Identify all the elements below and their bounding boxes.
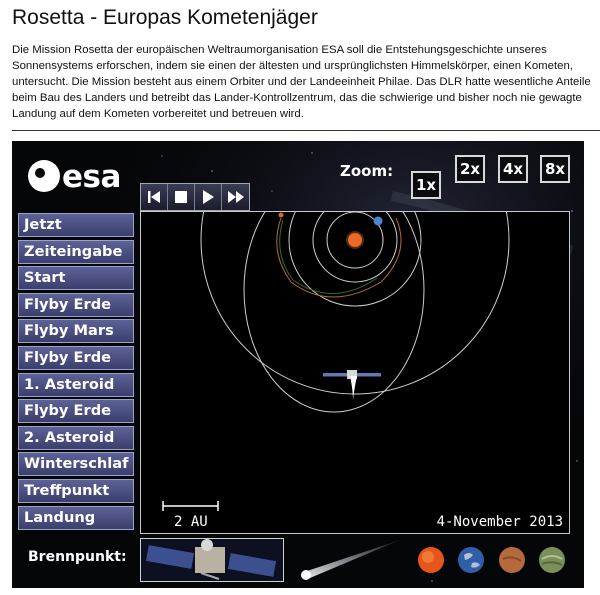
comet-icon xyxy=(296,538,406,582)
stop-button[interactable] xyxy=(168,184,195,210)
asteroid-icon xyxy=(537,545,567,575)
fast-forward-icon xyxy=(227,189,245,205)
sidebar-item-flyby-erde-1[interactable]: Flyby Erde xyxy=(18,293,134,317)
playback-controls xyxy=(140,183,250,211)
focus-comet-button[interactable] xyxy=(296,538,406,582)
fast-forward-button[interactable] xyxy=(222,184,249,210)
zoom-2x-button[interactable]: 2x xyxy=(455,155,485,183)
sidebar-item-zeiteingabe[interactable]: Zeiteingabe xyxy=(18,240,134,264)
mission-phase-menu xyxy=(18,213,134,532)
stop-icon xyxy=(173,189,189,205)
sidebar-item-asteroid-1[interactable]: 1. Asteroid xyxy=(18,373,134,397)
divider xyxy=(12,130,600,131)
orbit-viewport[interactable] xyxy=(140,211,570,534)
sidebar-item-flyby-erde-2[interactable]: Flyby Erde xyxy=(18,346,134,370)
earth-icon xyxy=(456,545,486,575)
earth-icon xyxy=(374,217,383,226)
skip-back-button[interactable] xyxy=(141,184,168,210)
focus-label: Brennpunkt: xyxy=(28,549,127,565)
focus-rosetta-button[interactable] xyxy=(140,538,284,582)
esa-logo xyxy=(26,157,136,197)
intro-paragraph: Die Mission Rosetta der europäischen Weltraumorganisation ESA soll die Entstehungsgeschichte unseres Sonnensystems erforschen, indem sie einen der ältesten und ursprünglichsten Himmelskörper, einen Kometen, untersucht. Die Mission besteht aus einem Orbiter und der Landeeinheit Philae. Das DLR hatte wesentliche Anteile beim Bau des Landers und betreibt das Lander-Kontrollzentrum, das die schwierige und bisher noch nie gewagte Landung auf dem Kometen vorbereitet und betreuen wird. xyxy=(12,44,591,120)
focus-asteroid-button[interactable] xyxy=(537,545,567,575)
play-button[interactable] xyxy=(195,184,222,210)
sidebar-item-jetzt[interactable]: Jetzt xyxy=(18,213,134,237)
sidebar-item-asteroid-2[interactable]: 2. Asteroid xyxy=(18,426,134,450)
mars-icon xyxy=(279,213,284,218)
sun-icon xyxy=(416,545,446,575)
esa-logo-icon xyxy=(26,157,62,195)
focus-mars-button[interactable] xyxy=(497,545,527,575)
sidebar-item-winterschlaf[interactable]: Winterschlaf xyxy=(18,452,134,476)
zoom-1x-button[interactable]: 1x xyxy=(411,171,441,199)
rosetta-spacecraft-icon xyxy=(141,539,283,581)
zoom-8x-button[interactable]: 8x xyxy=(540,155,570,183)
focus-earth-button[interactable] xyxy=(456,545,486,575)
sidebar-item-start[interactable]: Start xyxy=(18,266,134,290)
orbit-rosetta-trajectory xyxy=(277,218,401,297)
orbit-diagram xyxy=(141,212,570,534)
rosetta-app xyxy=(12,141,584,588)
comet-icon xyxy=(350,376,357,400)
sidebar-item-treffpunkt[interactable]: Treffpunkt xyxy=(18,479,134,503)
mars-icon xyxy=(497,545,527,575)
zoom-label: Zoom: xyxy=(340,162,394,180)
sidebar-item-landung[interactable]: Landung xyxy=(18,506,134,530)
esa-logo-text: esa xyxy=(62,159,121,195)
focus-sun-button[interactable] xyxy=(416,545,446,575)
play-icon xyxy=(200,189,216,205)
current-date: 4-November 2013 xyxy=(436,514,563,530)
page-title: Rosetta - Europas Kometenjäger xyxy=(12,6,318,29)
skip-back-icon xyxy=(146,189,162,205)
zoom-4x-button[interactable]: 4x xyxy=(498,155,528,183)
scale-label: 2 AU xyxy=(174,514,208,530)
sidebar-item-flyby-erde-3[interactable]: Flyby Erde xyxy=(18,399,134,423)
sidebar-item-flyby-mars[interactable]: Flyby Mars xyxy=(18,319,134,343)
